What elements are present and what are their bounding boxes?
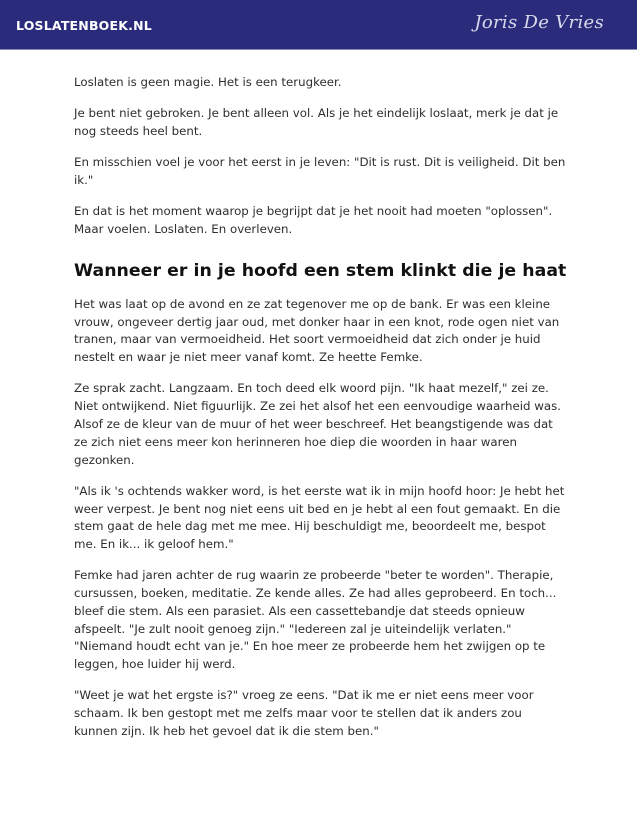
paragraph: "Als ik 's ochtends wakker word, is het eerste wat ik in mijn hoofd hoor: Je hebt het weer verpest. Je bent nog niet eens uit bed en je hebt al een fout gemaakt. En die stem gaat de hele dag met me mee. Hij beschuldigt me, beoordeelt me, bespot me. En ik... ik geloof hem.": [74, 483, 565, 552]
site-header: [0, 0, 637, 50]
author-name-logo[interactable]: Joris De Vries: [474, 12, 604, 33]
paragraph: En dat is het moment waarop je begrijpt dat je het nooit had moeten "oplossen". Maar voelen. Loslaten. En overleven.: [74, 204, 553, 236]
paragraph: Femke had jaren achter de rug waarin ze probeerde "beter te worden". Therapie, cursussen, boeken, meditatie. Ze kende alles. Ze had alles geprobeerd. En toch... bleef die stem. Als een parasiet. Als een cassettebandje dat steeds opnieuw afspeelt. "Je zult nooit genoeg zijn." "Iedereen zal je uiteindelijk verlaten." "Niemand houdt echt van je." En hoe meer ze probeerde hem het zwijgen op te leggen, hoe luider hij werd.: [74, 568, 557, 672]
paragraph: Het was laat op de avond en ze zat tegenover me op de bank. Er was een kleine vrouw, ongeveer dertig jaar oud, met donker haar in een knot, rode ogen niet van tranen, maar van vermoeidheid. Het soort vermoeidheid dat zich onder je huid nestelt en waar je niet meer vanaf komt. Ze heette Femke.: [74, 296, 560, 365]
paragraph: Ze sprak zacht. Langzaam. En toch deed elk woord pijn. "Ik haat mezelf," zei ze. Niet ontwijkend. Niet figuurlijk. Ze zei het alsof het een eenvoudige waarheid was. Alsof ze de kleur van de muur of het weer beschreef. Het beangstigende was dat ze zich niet eens meer kon herinneren hoe diep die woorden in haar waren gezonken.: [74, 381, 562, 467]
paragraph: "Weet je wat het ergste is?" vroeg ze eens. "Dat ik me er niet eens meer voor schaam. Ik ben gestopt met me zelfs maar voor te stellen dat ik anders zou kunnen zijn. Ik heb het gevoel dat ik die stem ben.": [74, 688, 534, 739]
article-body: [74, 74, 569, 754]
section-heading: Wanneer er in je hoofd een stem klinkt die je haat: [74, 260, 567, 281]
paragraph: Je bent niet gebroken. Je bent alleen vol. Als je het eindelijk loslaat, merk je dat je nog steeds heel bent.: [74, 106, 559, 138]
site-logo[interactable]: LOSLATENBOEK.NL: [16, 18, 152, 33]
paragraph: En misschien voel je voor het eerst in je leven: "Dit is rust. Dit is veiligheid. Dit ben ik.": [74, 155, 566, 187]
paragraph: Loslaten is geen magie. Het is een terugkeer.: [74, 75, 342, 89]
